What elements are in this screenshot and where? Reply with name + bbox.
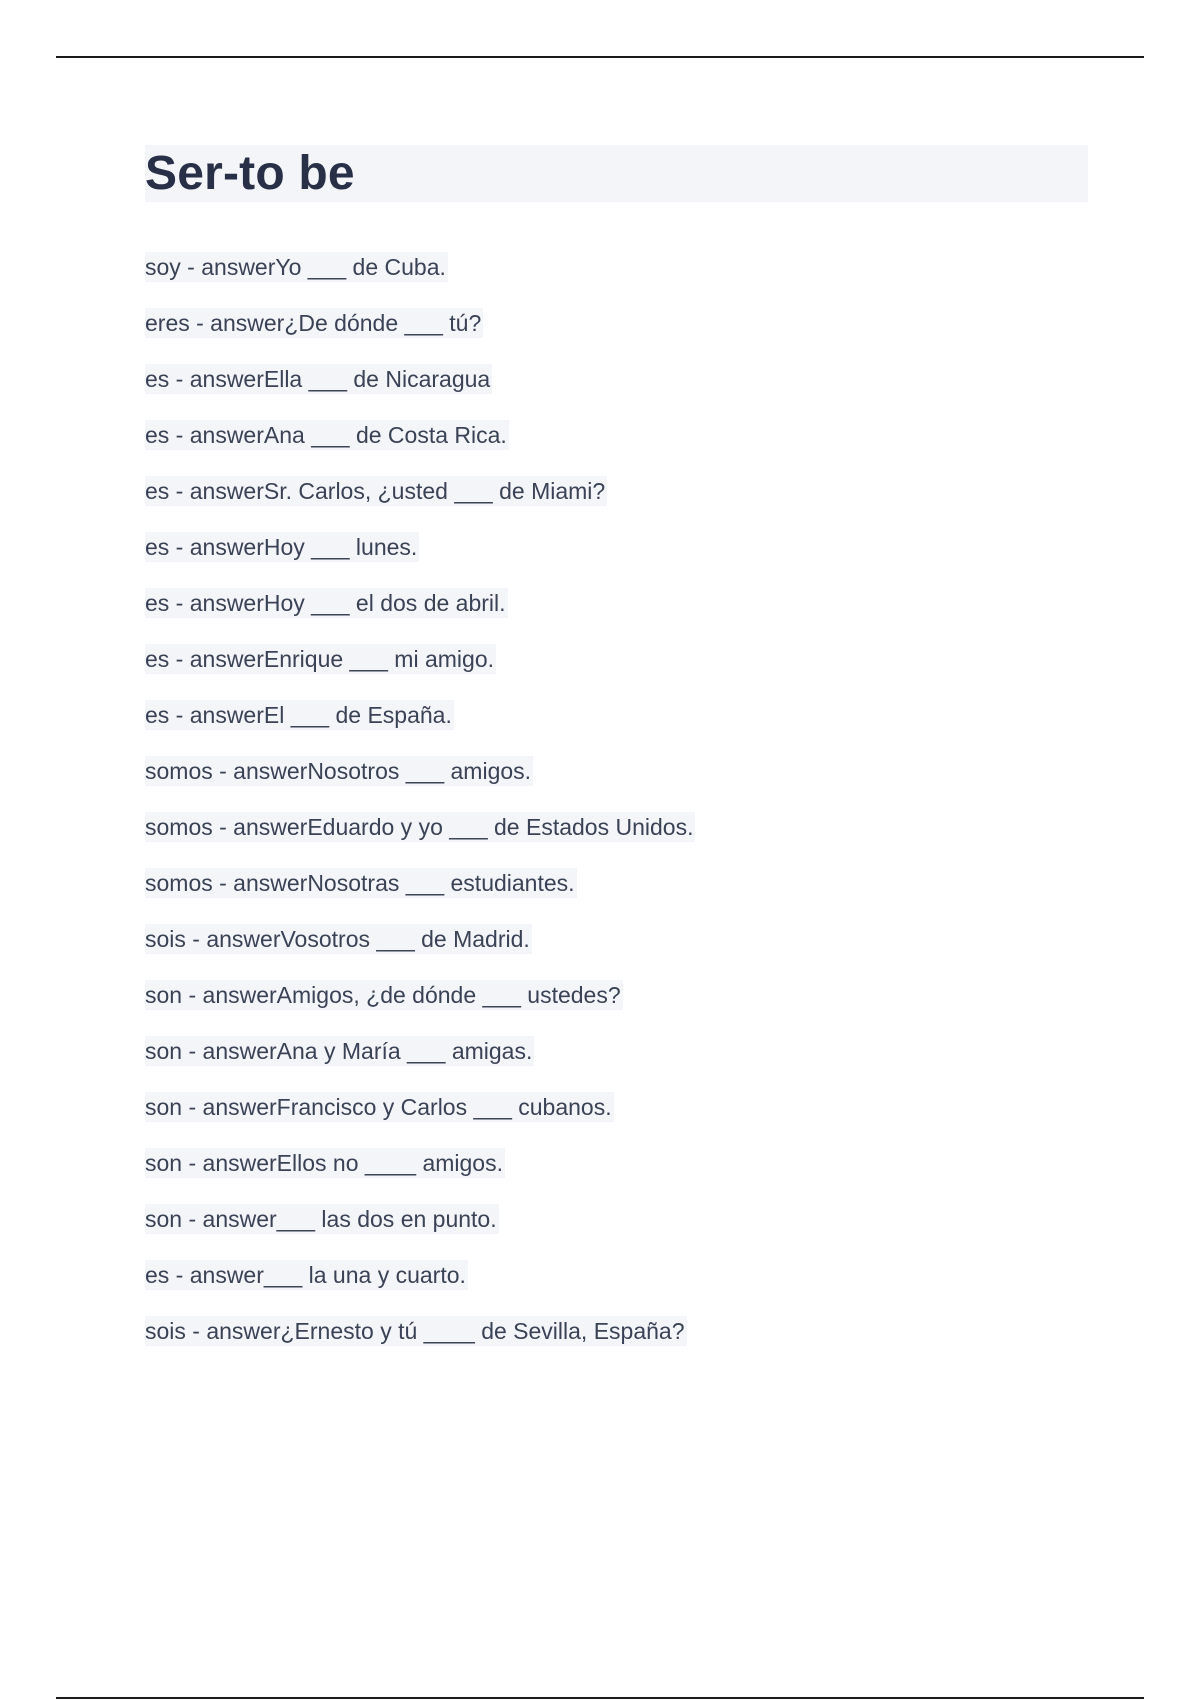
flashcard-item (145, 364, 1095, 420)
flashcard-item (145, 308, 1095, 364)
flashcard-text: sois - answerVosotros ___ de Madrid. (145, 926, 530, 952)
flashcard-item (145, 644, 1095, 700)
flashcard-item (145, 1316, 1095, 1372)
flashcard-item (145, 532, 1095, 588)
flashcard-text: es - answerSr. Carlos, ¿usted ___ de Miami? (145, 478, 606, 504)
flashcard-text: es - answerEl ___ de España. (145, 702, 452, 728)
flashcard-text: son - answerAna y María ___ amigas. (145, 1038, 533, 1064)
flashcard-list (145, 252, 1095, 1372)
flashcard-text: es - answerEnrique ___ mi amigo. (145, 646, 494, 672)
flashcard-text: son - answerFrancisco y Carlos ___ cubanos. (145, 1094, 612, 1120)
flashcard-item (145, 1092, 1095, 1148)
flashcard-text: es - answerElla ___ de Nicaragua (145, 366, 491, 392)
flashcard-text: sois - answer¿Ernesto y tú ____ de Sevilla, España? (145, 1318, 685, 1344)
flashcard-item (145, 812, 1095, 868)
flashcard-text: es - answerAna ___ de Costa Rica. (145, 422, 507, 448)
flashcard-text: soy - answerYo ___ de Cuba. (145, 254, 446, 280)
flashcard-item (145, 756, 1095, 812)
page-title: Ser-to be (145, 147, 355, 200)
flashcard-text: es - answer___ la una y cuarto. (145, 1262, 466, 1288)
bottom-rule (56, 1697, 1144, 1699)
flashcard-text: eres - answer¿De dónde ___ tú? (145, 310, 482, 336)
flashcard-item (145, 924, 1095, 980)
flashcard-item (145, 420, 1095, 476)
flashcard-text: somos - answerNosotros ___ amigos. (145, 758, 532, 784)
flashcard-text: somos - answerNosotras ___ estudiantes. (145, 870, 575, 896)
flashcard-item (145, 1148, 1095, 1204)
flashcard-item (145, 980, 1095, 1036)
flashcard-item (145, 700, 1095, 756)
flashcard-item (145, 588, 1095, 644)
flashcard-text: es - answerHoy ___ el dos de abril. (145, 590, 506, 616)
flashcard-text: son - answerAmigos, ¿de dónde ___ ustedes? (145, 982, 621, 1008)
flashcard-item (145, 1204, 1095, 1260)
flashcard-text: es - answerHoy ___ lunes. (145, 534, 418, 560)
top-rule (56, 56, 1144, 58)
flashcard-text: somos - answerEduardo y yo ___ de Estados Unidos. (145, 814, 694, 840)
flashcard-text: son - answerEllos no ____ amigos. (145, 1150, 503, 1176)
flashcard-item (145, 868, 1095, 924)
flashcard-text: son - answer___ las dos en punto. (145, 1206, 497, 1232)
flashcard-item (145, 252, 1095, 308)
flashcard-item (145, 1036, 1095, 1092)
flashcard-item (145, 476, 1095, 532)
flashcard-item (145, 1260, 1095, 1316)
